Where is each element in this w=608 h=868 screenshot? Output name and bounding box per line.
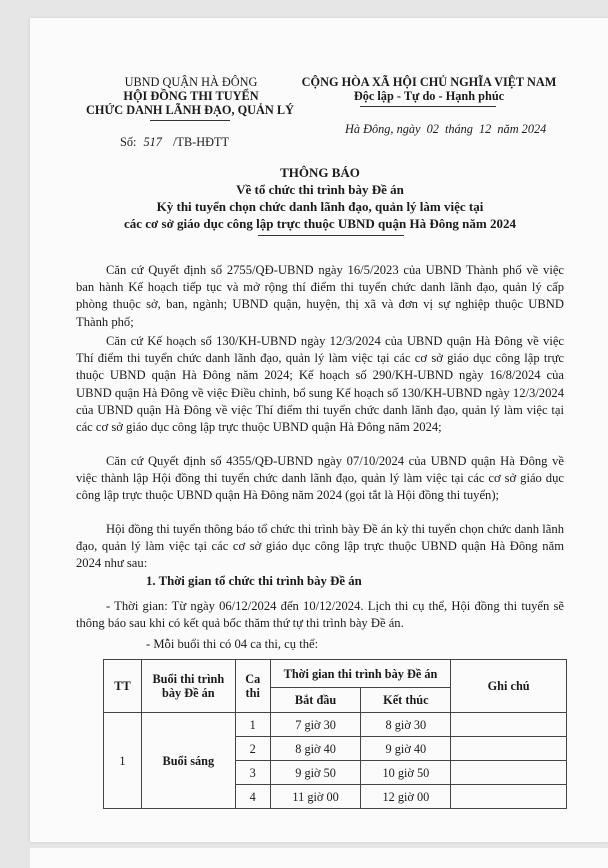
section-1-heading: 1. Thời gian tổ chức thi trình bày Đề án	[146, 574, 362, 588]
notice-subject-line3: các cơ sở giáo dục công lập trực thuộc UBND quận Hà Đông năm 2024	[124, 216, 516, 231]
header-end: Kết thúc	[361, 688, 451, 713]
next-page-edge	[30, 848, 608, 868]
header-tt: TT	[104, 660, 142, 713]
date-year-prefix: năm	[497, 122, 519, 136]
row-start: 8 giờ 40	[270, 737, 361, 761]
shifts-per-session-text: - Mỗi buổi thi có 04 ca thi, cụ thể:	[146, 637, 319, 651]
header-session: Buổi thi trình bày Đề án	[141, 660, 235, 713]
row-note	[451, 785, 567, 809]
agency-name: UBND QUẬN HÀ ĐÔNG	[124, 75, 258, 89]
row-end: 10 giờ 50	[361, 761, 451, 785]
date-prefix: Hà Đông, ngày	[345, 122, 421, 136]
notice-subject-line2: Kỳ thi tuyển chọn chức danh lãnh đạo, quản lý làm việc tại	[156, 199, 484, 214]
header-time-group: Thời gian thi trình bày Đề án	[270, 660, 451, 688]
document-number	[120, 135, 229, 150]
number-label: Số:	[120, 135, 137, 149]
date-year: 2024	[521, 122, 547, 136]
exam-time-text: - Thời gian: Từ ngày 06/12/2024 đến 10/12/2024. Lịch thi cụ thể, Hội đồng thi tuyển sẽ thông báo sau khi có kết quả bốc thăm thứ tự thi trình bày Đề án.	[76, 599, 564, 631]
title-underline	[258, 235, 404, 236]
table-header-row	[104, 660, 567, 688]
row-session: Buổi sáng	[141, 713, 235, 809]
header-note: Ghi chú	[451, 660, 567, 713]
nation-name: CỘNG HÒA XÃ HỘI CHỦ NGHĨA VIỆT NAM	[301, 75, 557, 89]
schedule-table	[103, 659, 567, 809]
row-start: 7 giờ 30	[270, 713, 361, 737]
row-shift: 1	[235, 713, 270, 737]
number-value: 517	[143, 135, 162, 149]
row-shift: 3	[235, 761, 270, 785]
left-header-underline	[150, 120, 230, 121]
row-shift: 4	[235, 785, 270, 809]
motto: Độc lập - Tự do - Hạnh phúc	[353, 89, 505, 103]
basis-paragraph-1: Căn cứ Quyết định số 2755/QĐ-UBND ngày 16/5/2023 của UBND Thành phố về việc ban hành Kế hoạch tiếp tục và mở rộng thí điểm thi tuyển chức danh lãnh đạo, quản lý cấp phòng thuộc sở, ban, ngành; UBND quận, huyện, thị xã và đơn vị sự nghiệp thuộc UBND Thành phố;	[76, 263, 564, 329]
council-name-line1: HỘI ĐỒNG THI TUYỂN	[123, 89, 259, 103]
row-shift: 2	[235, 737, 270, 761]
date-month: 12	[479, 122, 492, 136]
row-tt: 1	[104, 713, 142, 809]
announcement-paragraph: Hội đồng thi tuyển thông báo tổ chức thi trình bày Đề án kỳ thi tuyển chọn chức danh lãnh đạo, quản lý làm việc tại các cơ sở giáo dục công lập trực thuộc UBND quận Hà Đông năm 2024 như sau:	[76, 522, 564, 571]
header-shift: Ca thi	[235, 660, 270, 713]
row-end: 12 giờ 00	[361, 785, 451, 809]
notice-title: THÔNG BÁO	[280, 165, 360, 180]
row-end: 9 giờ 40	[361, 737, 451, 761]
row-note	[451, 761, 567, 785]
basis-paragraph-3: Căn cứ Quyết định số 4355/QĐ-UBND ngày 07/10/2024 của UBND quận Hà Đông về việc thành lập Hội đồng thi tuyển chức danh lãnh đạo, quản lý làm việc tại các cơ sở giáo dục công lập trực thuộc UBND quận Hà Đông năm 2024 (gọi tắt là Hội đồng thi tuyển);	[76, 454, 564, 503]
row-end: 8 giờ 30	[361, 713, 451, 737]
number-suffix: /TB-HĐTT	[173, 135, 230, 149]
motto-underline	[360, 106, 496, 107]
row-start: 9 giờ 50	[270, 761, 361, 785]
date-month-prefix: tháng	[444, 122, 473, 136]
notice-subject: Về tổ chức thi trình bày Đề án	[236, 182, 404, 197]
table-row	[104, 713, 567, 737]
date-day: 02	[426, 122, 439, 136]
council-name-line2: CHỨC DANH LÃNH ĐẠO, QUẢN LÝ	[86, 103, 294, 117]
row-start: 11 giờ 00	[270, 785, 361, 809]
row-note	[451, 713, 567, 737]
header-start: Bắt đầu	[270, 688, 361, 713]
issue-date	[345, 122, 546, 137]
row-note	[451, 737, 567, 761]
basis-paragraph-2: Căn cứ Kế hoạch số 130/KH-UBND ngày 12/3/2024 của UBND quận Hà Đông về việc Thí điểm thi tuyển chức danh lãnh đạo, quản lý làm việc tại các cơ sở giáo dục công lập trực thuộc UBND quận Hà Đông năm 2024; Kế hoạch số 290/KH-UBND ngày 16/8/2024 của UBND quận Hà Đông về việc Điều chỉnh, bổ sung Kế hoạch số 130/KH-UBND ngày 12/3/2024 của UBND quận Hà Đông về việc Thí điểm thi tuyển chức danh lãnh đạo, quản lý làm việc tại các cơ sở giáo dục công lập trực thuộc UBND quận Hà Đông năm 2024;	[76, 334, 564, 435]
